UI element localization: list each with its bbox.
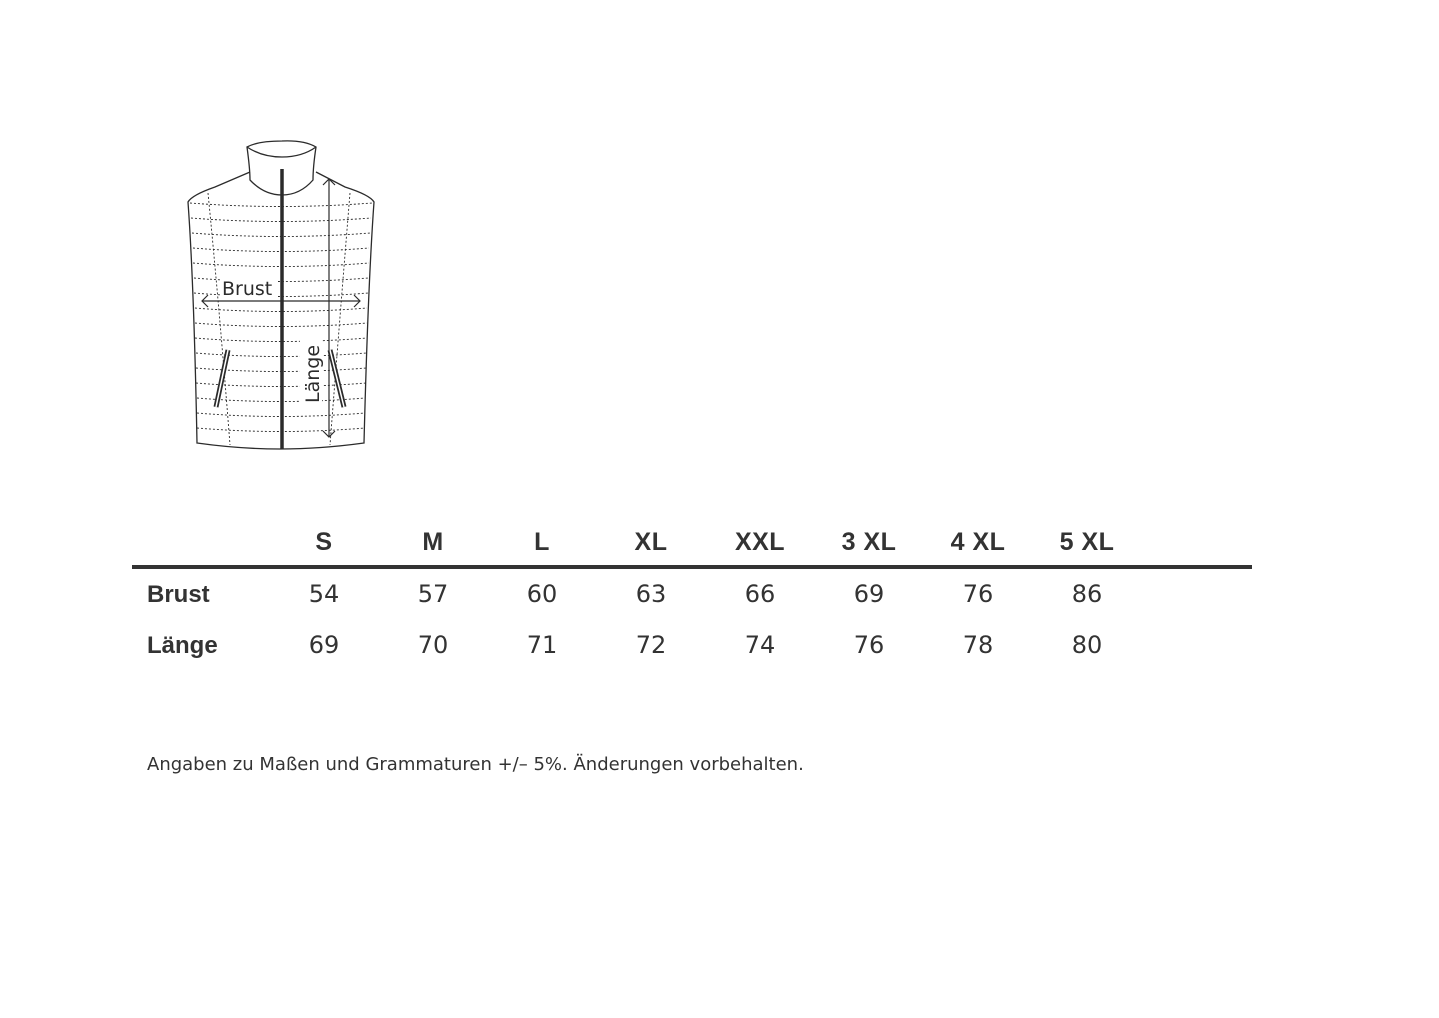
table-cell: 70 bbox=[417, 631, 449, 659]
size-header-xxl: XXL bbox=[734, 528, 786, 556]
table-cell: 60 bbox=[526, 580, 558, 608]
table-cell: 71 bbox=[526, 631, 558, 659]
table-cell: 80 bbox=[1071, 631, 1103, 659]
table-cell: 76 bbox=[962, 580, 994, 608]
size-chart-table bbox=[132, 522, 1252, 671]
vest-measurement-diagram bbox=[180, 135, 380, 455]
size-header-xl: XL bbox=[634, 528, 668, 556]
size-header-3xl: 3 XL bbox=[841, 528, 897, 556]
row-label-brust: Brust bbox=[147, 581, 210, 608]
table-cell: 66 bbox=[744, 580, 776, 608]
size-header-5xl: 5 XL bbox=[1059, 528, 1115, 556]
laenge-label: Länge bbox=[302, 344, 324, 403]
tolerance-footnote: Angaben zu Maßen und Grammaturen +/– 5%. Änderungen vorbehalten. bbox=[147, 754, 804, 775]
size-header-m: M bbox=[422, 528, 444, 556]
size-header-4xl: 4 XL bbox=[950, 528, 1006, 556]
brust-label: Brust bbox=[222, 278, 273, 300]
table-cell: 63 bbox=[635, 580, 667, 608]
laenge-arrow bbox=[323, 179, 335, 437]
table-cell: 57 bbox=[417, 580, 449, 608]
size-header-row bbox=[132, 522, 1252, 562]
size-header-s: S bbox=[315, 528, 333, 556]
table-row-laenge bbox=[132, 620, 1252, 671]
table-row-brust bbox=[132, 569, 1252, 620]
table-cell: 86 bbox=[1071, 580, 1103, 608]
table-cell: 74 bbox=[744, 631, 776, 659]
table-cell: 78 bbox=[962, 631, 994, 659]
vest-sketch bbox=[180, 135, 380, 455]
table-cell: 54 bbox=[308, 580, 340, 608]
table-cell: 72 bbox=[635, 631, 667, 659]
row-label-laenge: Länge bbox=[147, 632, 218, 659]
table-cell: 69 bbox=[853, 580, 885, 608]
table-cell: 69 bbox=[308, 631, 340, 659]
table-cell: 76 bbox=[853, 631, 885, 659]
vest-pockets bbox=[216, 350, 344, 407]
size-header-l: L bbox=[534, 528, 550, 556]
